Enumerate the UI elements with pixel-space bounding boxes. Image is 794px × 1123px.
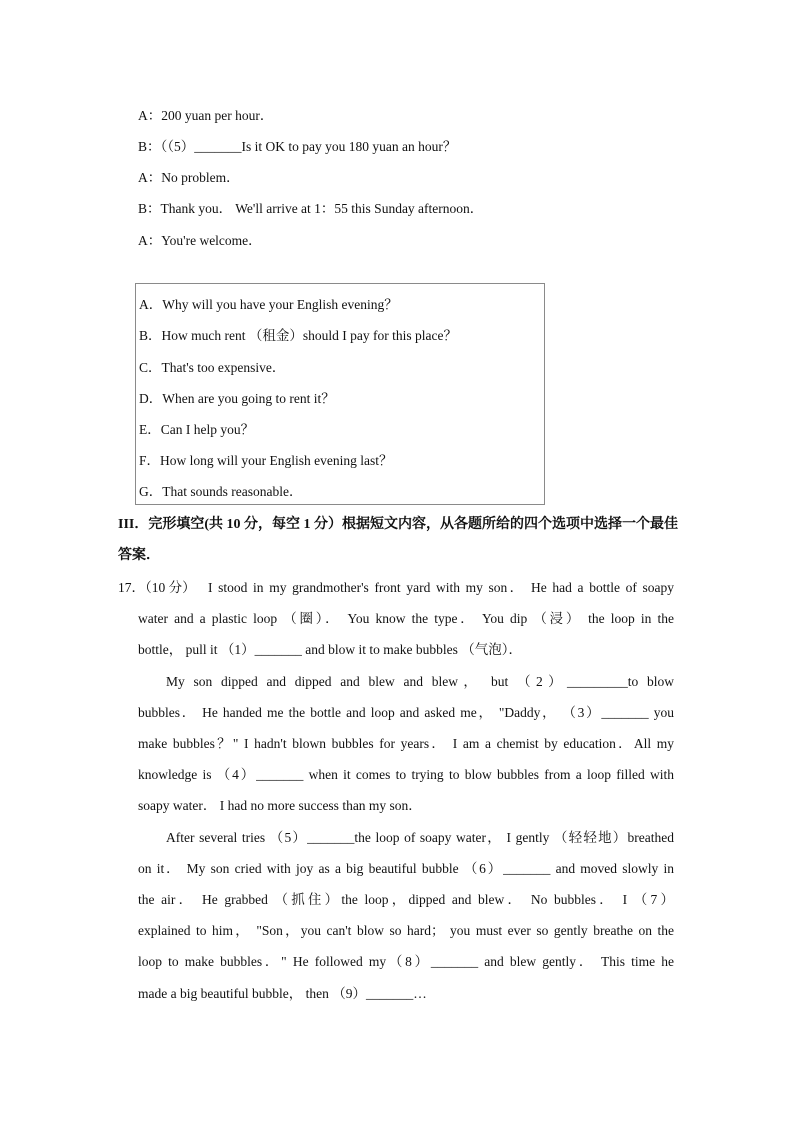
question-number: 17．（10 分） [118,580,196,595]
passage-line: After several tries （5）_______the loop of soapy water， I gently （轻轻地）breathed [166,830,674,845]
options-box [135,283,545,505]
passage-line: on it． My son cried with joy as a big beautiful bubble （6）_______ and moved slowly in [138,861,674,876]
passage-line: made a big beautiful bubble， then （9）_______… [138,986,427,1001]
dialogue-line: A：No problem． [138,170,240,185]
dialogue-line: B：（（5）_______Is it OK to pay you 180 yuan an hour？ [138,139,457,154]
passage-line: the air． He grabbed （抓住）the loop，dipped and blew． No bubbles． I （7） [138,892,674,907]
option-f: F．How long will your English evening last？ [139,453,393,468]
dialogue-line: B：Thank you． We'll arrive at 1：55 this Sunday afternoon． [138,201,484,216]
passage-line: My son dipped and dipped and blew and blew， but （2）_________to blow [166,674,674,689]
option-a: A．Why will you have your English evening？ [139,297,398,312]
option-g: G．That sounds reasonable． [139,484,303,499]
section-heading-cont: 答案． [118,548,160,563]
passage-line: knowledge is （4）_______ when it comes to trying to blow bubbles from a loop filled with [138,767,674,782]
passage-line: loop to make bubbles．" He followed my（8）_______ and blew gently． This time he [138,954,674,969]
passage-line: water and a plastic loop （圈）． You know the type． You dip （浸） the loop in the [138,611,674,626]
option-b: B．How much rent （租金）should I pay for this place？ [139,328,457,343]
section-heading: III．完形填空(共 10 分，每空 1 分）根据短文内容，从各题所给的四个选项中选择一个最佳 [118,517,679,532]
passage-line: bottle， pull it （1）_______ and blow it to make bubbles （气泡）． [138,642,522,657]
option-c: C．That's too expensive． [139,360,286,375]
option-d: D．When are you going to rent it？ [139,391,335,406]
dialogue-line: A：You're welcome． [138,233,262,248]
dialogue-line: A：200 yuan per hour． [138,108,274,123]
passage-line: bubbles． He handed me the bottle and loop and asked me， "Daddy， （3）_______ you [138,705,674,720]
passage-line: make bubbles？" I hadn't blown bubbles for years． I am a chemist by education．All my [138,736,674,751]
passage-line: explained to him， "Son，you can't blow so hard； you must ever so gently breathe on the [138,923,674,938]
option-e: E．Can I help you？ [139,422,255,437]
passage-line: I stood in my grandmother's front yard with my son． He had a bottle of soapy [208,580,674,595]
passage-line: soapy water． I had no more success than my son． [138,798,422,813]
